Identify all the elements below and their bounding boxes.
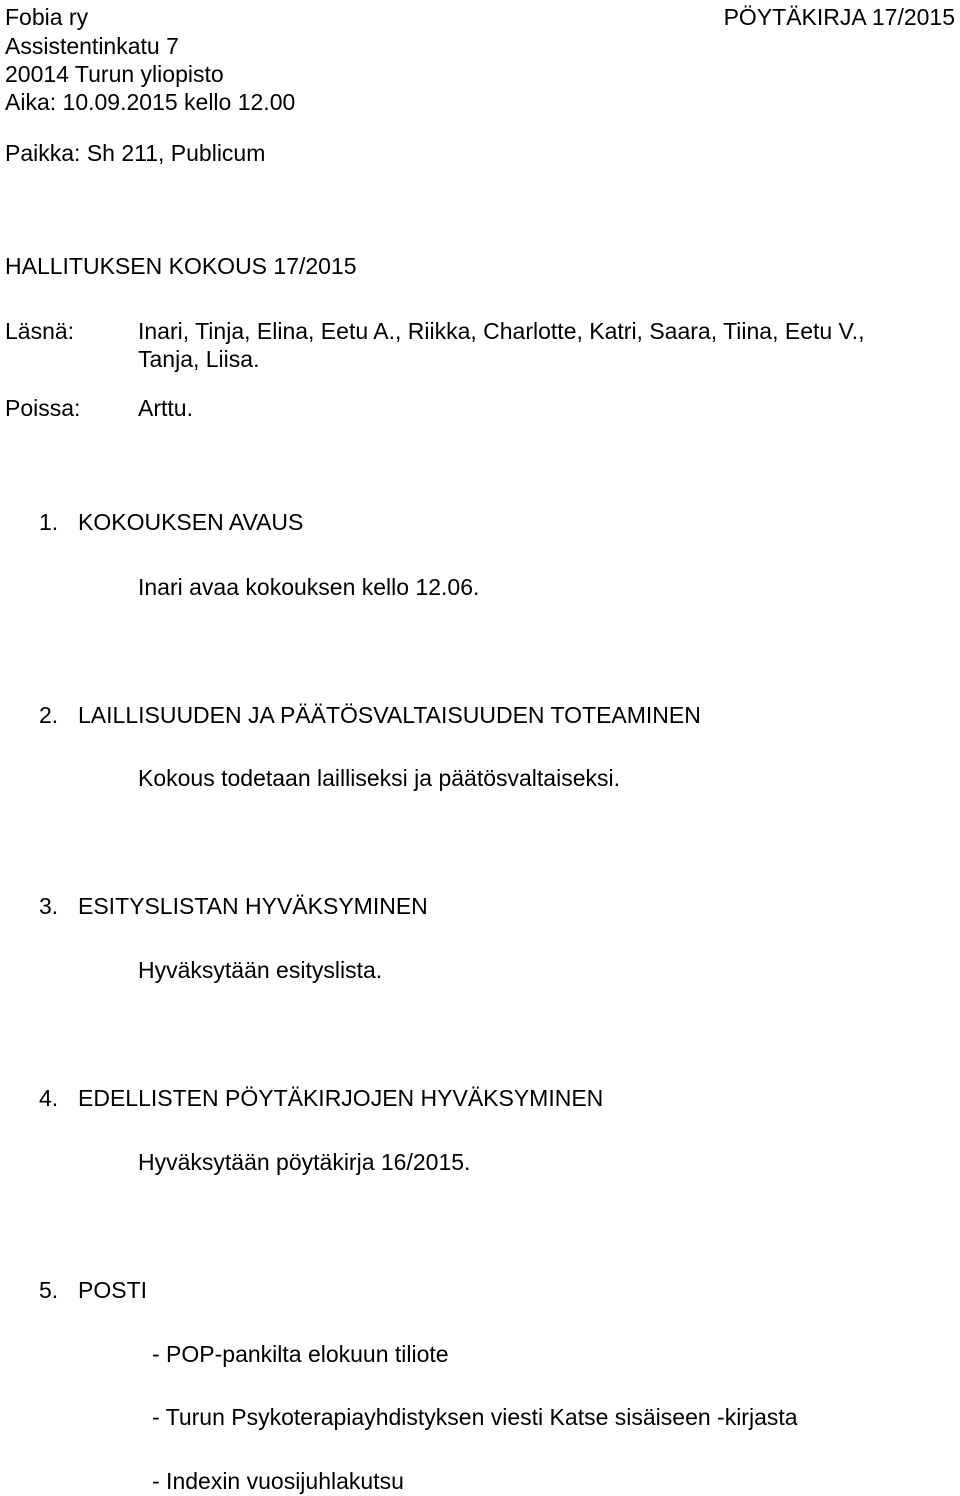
address-city: 20014 Turun yliopisto	[5, 61, 224, 87]
section-number: 3.	[39, 893, 59, 919]
organization-name: Fobia ry	[5, 4, 89, 30]
section-number: 5.	[39, 1277, 59, 1303]
meeting-place: Paikka: Sh 211, Publicum	[5, 140, 266, 166]
section-heading: EDELLISTEN PÖYTÄKIRJOJEN HYVÄKSYMINEN	[78, 1085, 604, 1111]
section-heading: LAILLISUUDEN JA PÄÄTÖSVALTAISUUDEN TOTEAMINEN	[78, 702, 701, 728]
document-title: PÖYTÄKIRJA 17/2015	[723, 4, 955, 30]
list-item: - Turun Psykoterapiayhdistyksen viesti Katse sisäiseen -kirjasta	[152, 1404, 798, 1430]
section-body: Hyväksytään pöytäkirja 16/2015.	[138, 1149, 471, 1175]
absent-names: Arttu.	[138, 395, 193, 421]
present-label: Läsnä:	[5, 318, 75, 344]
section-heading: POSTI	[78, 1277, 148, 1303]
absent-label: Poissa:	[5, 395, 81, 421]
present-names-line1: Inari, Tinja, Elina, Eetu A., Riikka, Charlotte, Katri, Saara, Tiina, Eetu V.,	[138, 318, 865, 344]
section-number: 2.	[39, 702, 59, 728]
list-item: - POP-pankilta elokuun tiliote	[152, 1341, 449, 1367]
section-heading: KOKOUKSEN AVAUS	[78, 509, 304, 535]
section-number: 4.	[39, 1085, 59, 1111]
section-heading: ESITYSLISTAN HYVÄKSYMINEN	[78, 893, 428, 919]
section-body: Inari avaa kokouksen kello 12.06.	[138, 574, 480, 600]
section-body: Hyväksytään esityslista.	[138, 957, 383, 983]
meeting-time: Aika: 10.09.2015 kello 12.00	[5, 89, 296, 115]
list-item: - Indexin vuosijuhlakutsu	[152, 1468, 404, 1494]
section-number: 1.	[39, 509, 59, 535]
address-street: Assistentinkatu 7	[5, 33, 179, 59]
present-names-line2: Tanja, Liisa.	[138, 346, 260, 372]
section-body: Kokous todetaan lailliseksi ja päätösvaltaiseksi.	[138, 765, 620, 791]
meeting-title: HALLITUKSEN KOKOUS 17/2015	[5, 253, 357, 279]
